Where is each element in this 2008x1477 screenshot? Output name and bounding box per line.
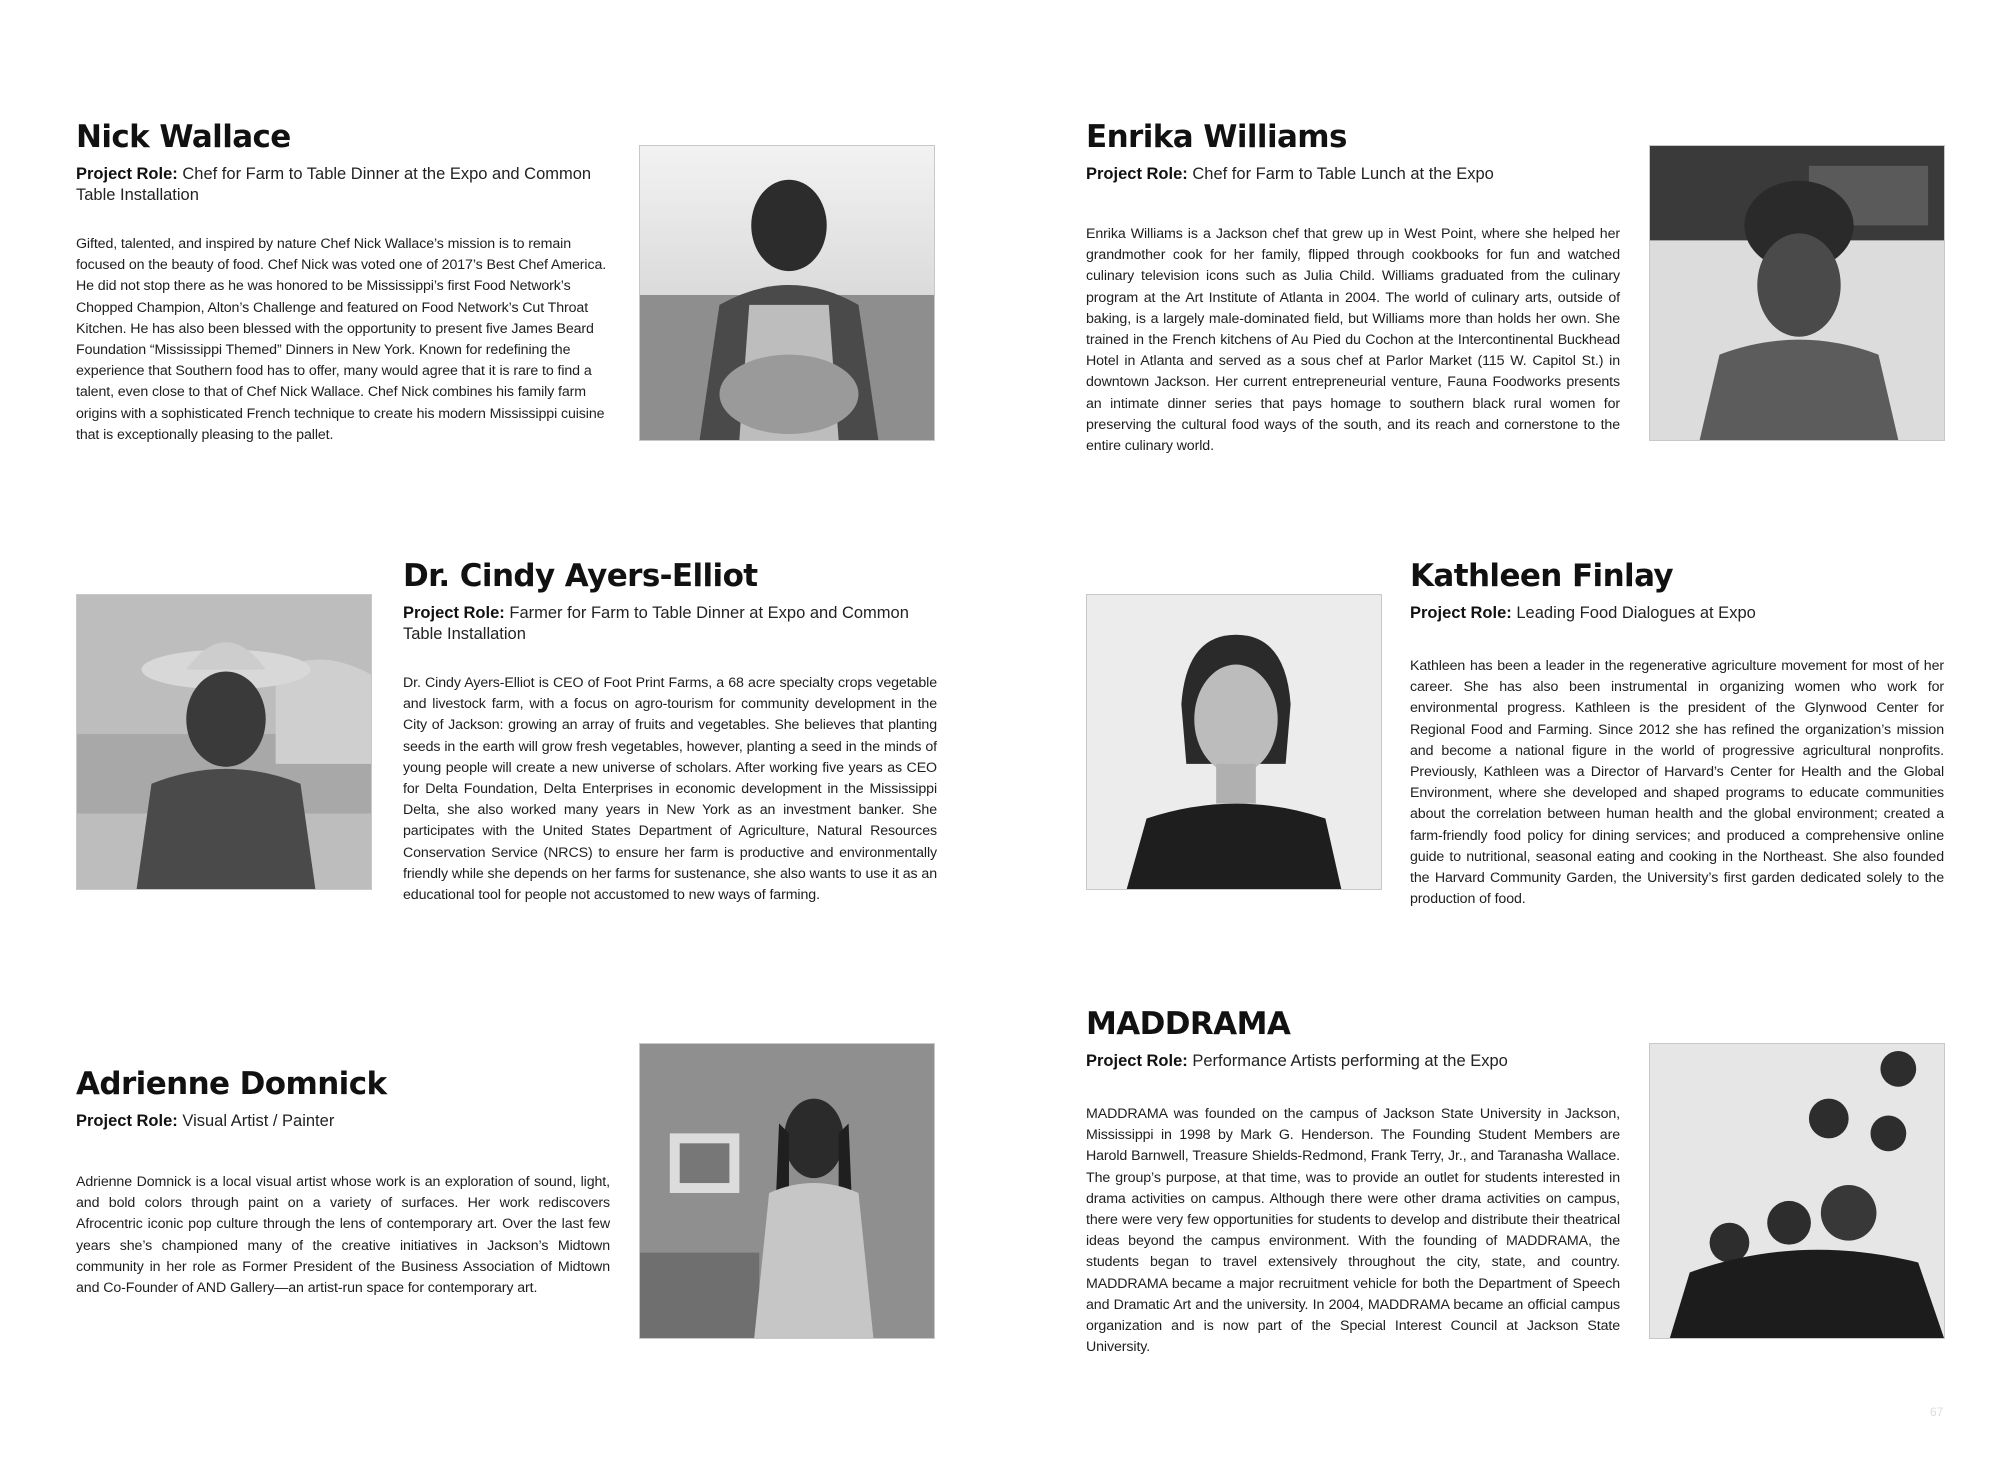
bio-role bbox=[1086, 164, 1620, 185]
chef-portrait-icon bbox=[1650, 146, 1944, 440]
bio-name: Dr. Cindy Ayers-Elliot bbox=[403, 558, 758, 594]
bio-description: Adrienne Domnick is a local visual artist whose work is an exploration of sound, light, and bold colors through paint on a variety of surfaces. Her work rediscovers Afrocentric iconic pop culture through the lens of contemporary art. Over the last few years she’s championed many of the creative initiatives in Jackson’s Midtown community in her role as Former President of the Business Association of Midtown and Co-Founder of AND Gallery—an artist-run space for contemporary art. bbox=[76, 1174, 610, 1297]
farmer-portrait-icon bbox=[77, 595, 371, 889]
headshot-portrait-photo bbox=[1086, 594, 1382, 890]
chef-portrait-photo bbox=[1649, 145, 1945, 441]
bio-role bbox=[403, 603, 937, 645]
bio-description: MADDRAMA was founded on the campus of Jackson State University in Jackson, Mississippi in 1998 by Mark G. Henderson. The Founding Student Members are Harold Barnwell, Treasure Shields-Redmond, Frank Terry, Jr., and Taranasha Wallace. The group’s purpose, at that time, was to provide an outlet for students interested in drama activities on campus. Although there were other drama activities on campus, there were very few opportunities for students to develop and distribute their theatrical ideas beyond the campus environment. With the founding of MADDRAMA, the students began to travel extensively throughout the city, state, and country. MADDRAMA became a major recruitment vehicle for both the Department of Speech and Dramatic Art and the university. In 2004, MADDRAMA became an official campus organization and is now part of the Special Interest Council at Jackson State University. bbox=[1086, 1106, 1620, 1356]
headshot-portrait-icon bbox=[1087, 595, 1381, 889]
bio-name: Enrika Williams bbox=[1086, 119, 1347, 155]
role-prefix: Project Role: bbox=[76, 1112, 178, 1130]
role-prefix: Project Role: bbox=[1410, 604, 1512, 622]
chef-portrait-photo bbox=[639, 145, 935, 441]
bio-description: Kathleen has been a leader in the regenerative agriculture movement for most of her career. She has also been instrumental in organizing women who work for environmental progress. Kathleen is the president of the Glynwood Center for Regional Food and Farming. Since 2012 she has refined the organization’s mission and become a national figure in the world of progressive agricultural nonprofits. Previously, Kathleen was a Director of Harvard’s Center for Health and the Global Environment, where she developed and shaped programs to educate communities about the correlation between human health and the global environment; created a farm-friendly food policy for dining services; and produced a comprehensive online guide to nutritional, seasonal eating and cooking in the Northeast. She also founded the Harvard Community Garden, the University’s first garden dedicated solely to the production of food. bbox=[1410, 658, 1944, 908]
bio-name: Nick Wallace bbox=[76, 119, 291, 155]
role-prefix: Project Role: bbox=[76, 165, 178, 183]
role-text: Farmer for Farm to Table Dinner at Expo and Common Table Installation bbox=[403, 604, 909, 643]
bio-role bbox=[76, 1111, 610, 1132]
bio-name: Adrienne Domnick bbox=[76, 1066, 387, 1102]
role-prefix: Project Role: bbox=[1086, 1052, 1188, 1070]
bio-adrienne-domnick bbox=[76, 1065, 610, 1299]
bio-cindy-ayers-elliot bbox=[403, 557, 937, 906]
role-prefix: Project Role: bbox=[1086, 165, 1188, 183]
bio-description: Gifted, talented, and inspired by nature Chef Nick Wallace’s mission is to remain focused on the beauty of food. Chef Nick was voted one of 2017’s Best Chef America. He did not stop there as he was honored to be Mississippi’s first Food Network’s Chopped Champion, Alton’s Challenge and featured on Food Network’s Cut Throat Kitchen. He has also been blessed with the opportunity to present five James Beard Foundation “Mississippi Themed” Dinners in New York. Known for redefining the experience that Southern food has to offer, many would agree that it is rare to find a talent, even close to that of Chef Nick Wallace. Chef Nick combines his family farm origins with a sophisticated French technique to create his modern Mississippi cuisine that is exceptionally pleasing to the pallet. bbox=[76, 236, 607, 443]
bio-kathleen-finlay bbox=[1410, 557, 1944, 910]
role-text: Chef for Farm to Table Lunch at the Expo bbox=[1192, 165, 1494, 183]
bio-role bbox=[76, 164, 610, 206]
bio-name: Kathleen Finlay bbox=[1410, 558, 1674, 594]
artist-portrait-photo bbox=[639, 1043, 935, 1339]
bio-description: Dr. Cindy Ayers-Elliot is CEO of Foot Print Farms, a 68 acre specialty crops vegetable and livestock farm, with a focus on agro-tourism for community development in the City of Jackson: growing an array of fruits and vegetables. She believes that planting seeds in the earth will grow fresh vegetables, however, planting a seed in the minds of young people will create a new universe of scholars. After working five years as CEO for Delta Foundation, Delta Enterprises in economic development in the Mississippi Delta, she also worked many years in New York as an investment banker. She participates with the United States Department of Agriculture, Natural Resources Conservation Service (NRCS) to ensure her farm is productive and environmentally friendly while she depends on her farms for sustenance, she also wants to use it as an educational tool for people not accustomed to new ways of farming. bbox=[403, 675, 937, 904]
bio-role bbox=[1410, 603, 1944, 624]
bio-name: MADDRAMA bbox=[1086, 1006, 1291, 1042]
chef-portrait-icon bbox=[640, 146, 934, 440]
group-photo-icon bbox=[1650, 1044, 1944, 1338]
bio-maddrama bbox=[1086, 1005, 1620, 1358]
role-prefix: Project Role: bbox=[403, 604, 505, 622]
farmer-portrait-photo bbox=[76, 594, 372, 890]
role-text: Leading Food Dialogues at Expo bbox=[1516, 604, 1756, 622]
bio-enrika-williams bbox=[1086, 118, 1620, 457]
role-text: Visual Artist / Painter bbox=[182, 1112, 335, 1130]
bio-description: Enrika Williams is a Jackson chef that grew up in West Point, where she helped her grandmother cook for her family, flipped through cookbooks for fun and watched culinary television icons such as Julia Child. Williams graduated from the culinary program at the Art Institute of Atlanta in 2004. The world of culinary arts, outside of baking, is a largely male-dominated field, but Williams more than holds her own. She trained in the French kitchens of Au Pied du Cochon at the Intercontinental Buckhead Hotel in Atlanta and served as a sous chef at Parlor Market (115 W. Capitol St.) in downtown Jackson. Her current entrepreneurial venture, Fauna Foodworks presents an intimate dinner series that pays homage to southern black rural women for preserving the cultural food ways of the south, and its reach and cornerstone to the entire culinary world. bbox=[1086, 226, 1620, 455]
bio-role bbox=[1086, 1051, 1620, 1072]
artist-portrait-icon bbox=[640, 1044, 934, 1338]
bio-nick-wallace bbox=[76, 118, 610, 446]
role-text: Chef for Farm to Table Dinner at the Expo and Common Table Installation bbox=[76, 165, 592, 204]
page-number: 67 bbox=[1930, 1405, 1944, 1419]
role-text: Performance Artists performing at the Expo bbox=[1192, 1052, 1508, 1070]
group-photo bbox=[1649, 1043, 1945, 1339]
